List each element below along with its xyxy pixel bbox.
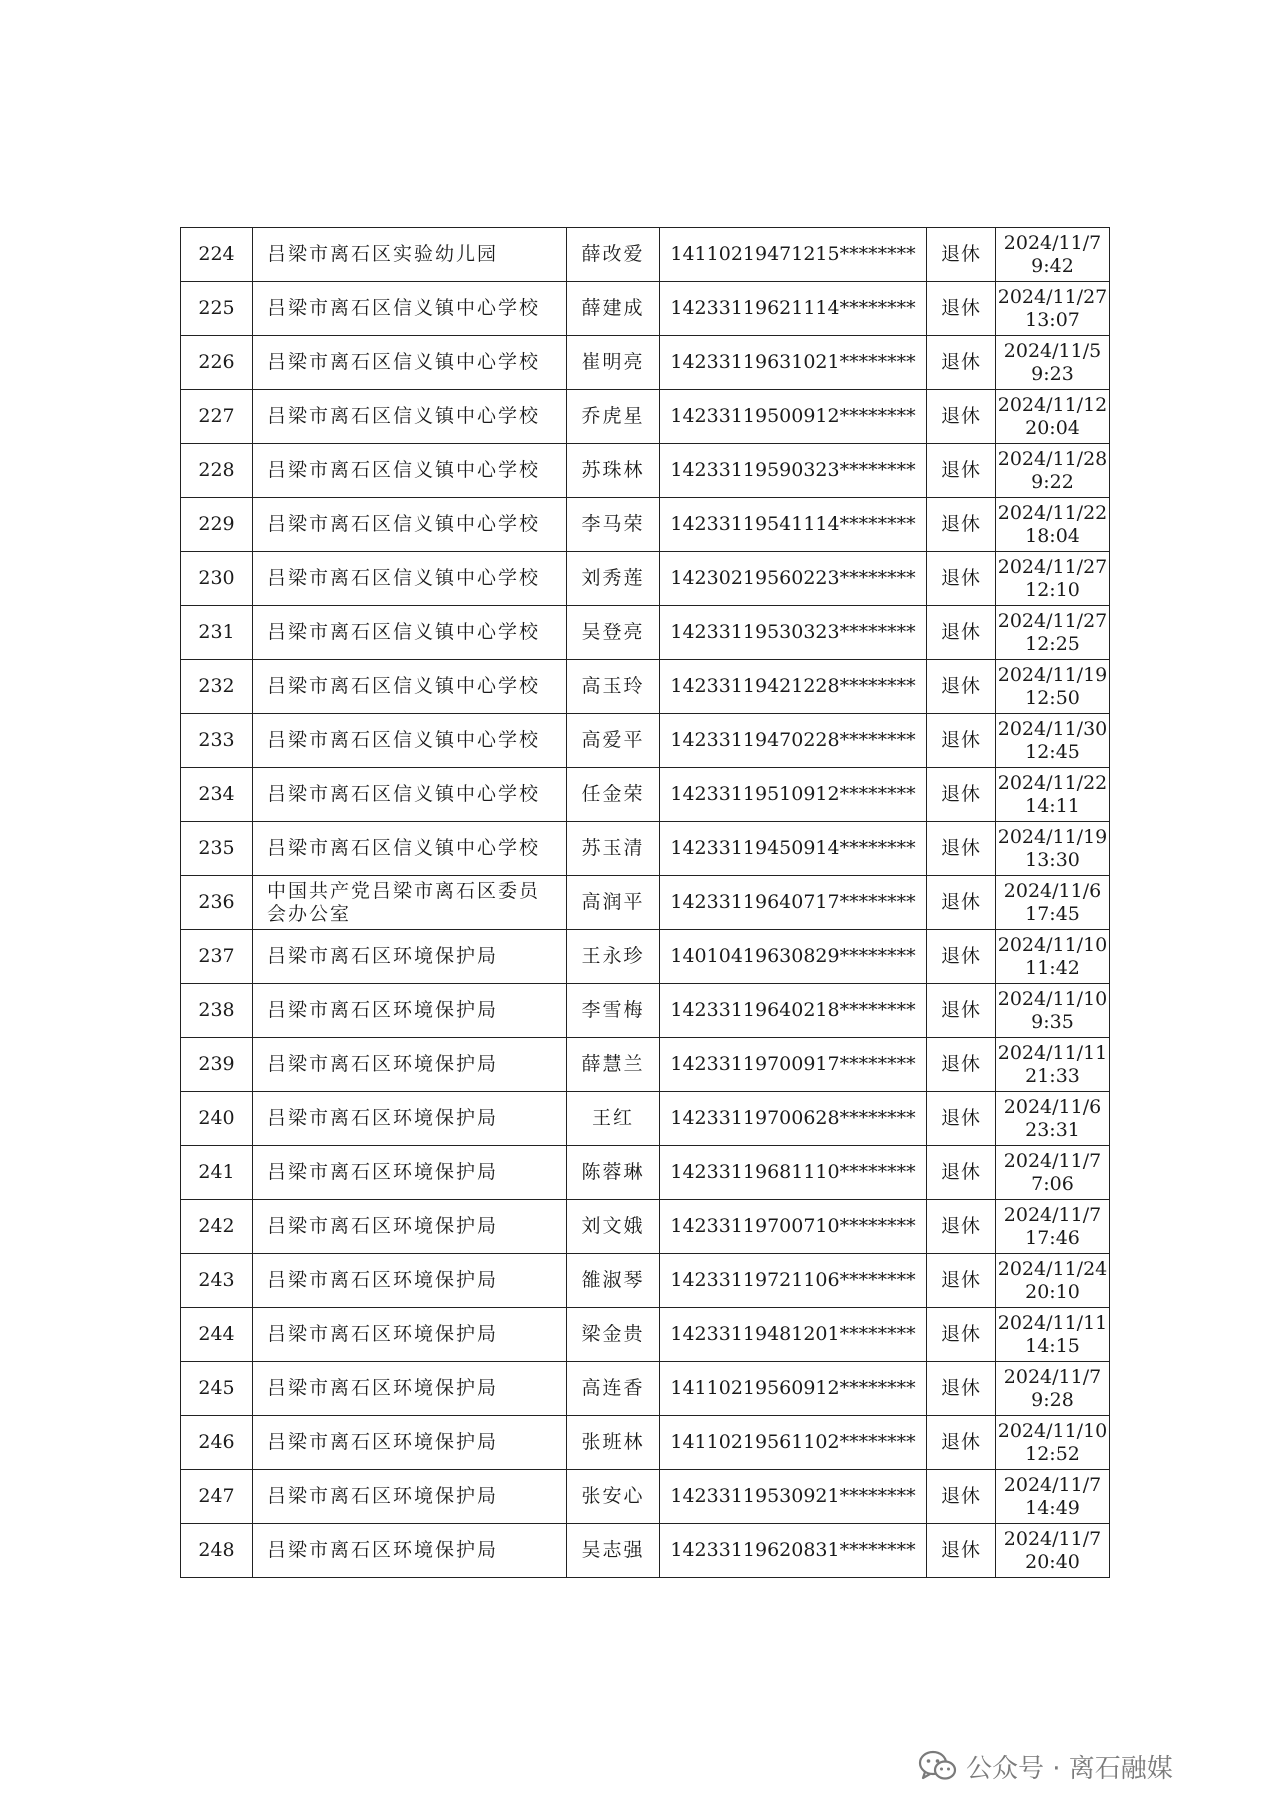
timestamp bbox=[996, 1038, 1110, 1092]
timestamp-date: 2024/11/7 bbox=[1003, 1149, 1102, 1172]
table-row bbox=[181, 1524, 1110, 1578]
row-number: 238 bbox=[181, 984, 253, 1038]
timestamp bbox=[996, 1254, 1110, 1308]
work-unit: 吕梁市离石区信义镇中心学校 bbox=[253, 768, 567, 822]
timestamp-date: 2024/11/19 bbox=[997, 663, 1108, 686]
work-unit: 吕梁市离石区实验幼儿园 bbox=[253, 228, 567, 282]
table-row bbox=[181, 876, 1110, 930]
work-unit: 吕梁市离石区环境保护局 bbox=[253, 1308, 567, 1362]
timestamp-time: 9:42 bbox=[1031, 254, 1074, 277]
work-unit: 吕梁市离石区环境保护局 bbox=[253, 984, 567, 1038]
person-name: 刘秀莲 bbox=[567, 552, 660, 606]
timestamp-date: 2024/11/7 bbox=[1003, 1365, 1102, 1388]
table-row bbox=[181, 1308, 1110, 1362]
id-number: 14233119470228******** bbox=[660, 714, 927, 768]
timestamp-time: 20:10 bbox=[1025, 1280, 1080, 1303]
table-row bbox=[181, 984, 1110, 1038]
work-unit: 吕梁市离石区信义镇中心学校 bbox=[253, 660, 567, 714]
timestamp bbox=[996, 552, 1110, 606]
timestamp-time: 13:07 bbox=[1025, 308, 1080, 331]
id-number: 14233119631021******** bbox=[660, 336, 927, 390]
work-unit: 吕梁市离石区环境保护局 bbox=[253, 1092, 567, 1146]
id-number: 14233119700917******** bbox=[660, 1038, 927, 1092]
person-name: 崔明亮 bbox=[567, 336, 660, 390]
timestamp bbox=[996, 390, 1110, 444]
timestamp-date: 2024/11/6 bbox=[1003, 879, 1102, 902]
id-number: 14233119681110******** bbox=[660, 1146, 927, 1200]
work-unit: 吕梁市离石区环境保护局 bbox=[253, 1146, 567, 1200]
timestamp-time: 13:30 bbox=[1025, 848, 1080, 871]
timestamp-time: 17:45 bbox=[1025, 902, 1080, 925]
timestamp bbox=[996, 984, 1110, 1038]
status-type: 退休 bbox=[927, 606, 996, 660]
person-name: 刘文娥 bbox=[567, 1200, 660, 1254]
id-number: 14110219471215******** bbox=[660, 228, 927, 282]
status-type: 退休 bbox=[927, 1416, 996, 1470]
timestamp bbox=[996, 444, 1110, 498]
row-number: 227 bbox=[181, 390, 253, 444]
timestamp bbox=[996, 1146, 1110, 1200]
person-name: 乔虎星 bbox=[567, 390, 660, 444]
row-number: 242 bbox=[181, 1200, 253, 1254]
timestamp-time: 11:42 bbox=[1025, 956, 1080, 979]
table-row bbox=[181, 1146, 1110, 1200]
id-number: 14233119450914******** bbox=[660, 822, 927, 876]
table-row bbox=[181, 228, 1110, 282]
row-number: 239 bbox=[181, 1038, 253, 1092]
timestamp-date: 2024/11/11 bbox=[997, 1041, 1108, 1064]
work-unit: 吕梁市离石区信义镇中心学校 bbox=[253, 498, 567, 552]
timestamp-time: 7:06 bbox=[1031, 1172, 1074, 1195]
status-type: 退休 bbox=[927, 390, 996, 444]
timestamp-date: 2024/11/24 bbox=[997, 1257, 1108, 1280]
timestamp bbox=[996, 1308, 1110, 1362]
table-row bbox=[181, 390, 1110, 444]
work-unit: 吕梁市离石区信义镇中心学校 bbox=[253, 390, 567, 444]
id-number: 14233119721106******** bbox=[660, 1254, 927, 1308]
work-unit: 中国共产党吕梁市离石区委员会办公室 bbox=[253, 876, 567, 930]
status-type: 退休 bbox=[927, 984, 996, 1038]
status-type: 退休 bbox=[927, 930, 996, 984]
work-unit: 吕梁市离石区信义镇中心学校 bbox=[253, 444, 567, 498]
status-type: 退休 bbox=[927, 1038, 996, 1092]
person-name: 薛建成 bbox=[567, 282, 660, 336]
timestamp bbox=[996, 1092, 1110, 1146]
timestamp-time: 14:11 bbox=[1025, 794, 1080, 817]
table-row bbox=[181, 1416, 1110, 1470]
status-type: 退休 bbox=[927, 768, 996, 822]
status-type: 退休 bbox=[927, 1362, 996, 1416]
row-number: 244 bbox=[181, 1308, 253, 1362]
status-type: 退休 bbox=[927, 1200, 996, 1254]
person-name: 张班林 bbox=[567, 1416, 660, 1470]
timestamp-date: 2024/11/27 bbox=[997, 609, 1108, 632]
work-unit: 吕梁市离石区信义镇中心学校 bbox=[253, 714, 567, 768]
timestamp bbox=[996, 714, 1110, 768]
row-number: 241 bbox=[181, 1146, 253, 1200]
person-name: 薛慧兰 bbox=[567, 1038, 660, 1092]
row-number: 236 bbox=[181, 876, 253, 930]
timestamp-date: 2024/11/10 bbox=[997, 987, 1108, 1010]
timestamp bbox=[996, 228, 1110, 282]
row-number: 224 bbox=[181, 228, 253, 282]
status-type: 退休 bbox=[927, 822, 996, 876]
row-number: 247 bbox=[181, 1470, 253, 1524]
table-row bbox=[181, 660, 1110, 714]
timestamp-time: 12:50 bbox=[1025, 686, 1080, 709]
table-row bbox=[181, 822, 1110, 876]
timestamp bbox=[996, 822, 1110, 876]
retiree-table bbox=[180, 227, 1110, 1578]
work-unit: 吕梁市离石区环境保护局 bbox=[253, 930, 567, 984]
row-number: 233 bbox=[181, 714, 253, 768]
table-row bbox=[181, 714, 1110, 768]
status-type: 退休 bbox=[927, 1524, 996, 1578]
person-name: 高连香 bbox=[567, 1362, 660, 1416]
person-name: 李雪梅 bbox=[567, 984, 660, 1038]
status-type: 退休 bbox=[927, 1146, 996, 1200]
id-number: 14110219561102******** bbox=[660, 1416, 927, 1470]
timestamp bbox=[996, 1200, 1110, 1254]
work-unit: 吕梁市离石区信义镇中心学校 bbox=[253, 336, 567, 390]
timestamp-date: 2024/11/19 bbox=[997, 825, 1108, 848]
timestamp-time: 20:40 bbox=[1025, 1550, 1080, 1573]
timestamp bbox=[996, 876, 1110, 930]
timestamp-date: 2024/11/7 bbox=[1003, 1203, 1102, 1226]
person-name: 苏玉清 bbox=[567, 822, 660, 876]
timestamp-date: 2024/11/27 bbox=[997, 285, 1108, 308]
table-row bbox=[181, 1038, 1110, 1092]
table-row bbox=[181, 930, 1110, 984]
person-name: 张安心 bbox=[567, 1470, 660, 1524]
timestamp bbox=[996, 1524, 1110, 1578]
status-type: 退休 bbox=[927, 1308, 996, 1362]
timestamp bbox=[996, 336, 1110, 390]
row-number: 237 bbox=[181, 930, 253, 984]
id-number: 14233119640717******** bbox=[660, 876, 927, 930]
person-name: 王永珍 bbox=[567, 930, 660, 984]
row-number: 243 bbox=[181, 1254, 253, 1308]
work-unit: 吕梁市离石区环境保护局 bbox=[253, 1254, 567, 1308]
status-type: 退休 bbox=[927, 444, 996, 498]
id-number: 14233119621114******** bbox=[660, 282, 927, 336]
status-type: 退休 bbox=[927, 336, 996, 390]
table-row bbox=[181, 606, 1110, 660]
status-type: 退休 bbox=[927, 1092, 996, 1146]
id-number: 14233119500912******** bbox=[660, 390, 927, 444]
timestamp-time: 12:25 bbox=[1025, 632, 1080, 655]
id-number: 14010419630829******** bbox=[660, 930, 927, 984]
row-number: 234 bbox=[181, 768, 253, 822]
person-name: 薛改爱 bbox=[567, 228, 660, 282]
id-number: 14233119530323******** bbox=[660, 606, 927, 660]
table-row bbox=[181, 498, 1110, 552]
timestamp-date: 2024/11/27 bbox=[997, 555, 1108, 578]
table-row bbox=[181, 552, 1110, 606]
timestamp bbox=[996, 930, 1110, 984]
timestamp-date: 2024/11/22 bbox=[997, 771, 1108, 794]
table-row bbox=[181, 1362, 1110, 1416]
row-number: 245 bbox=[181, 1362, 253, 1416]
person-name: 高润平 bbox=[567, 876, 660, 930]
timestamp-time: 9:35 bbox=[1031, 1010, 1074, 1033]
wechat-watermark bbox=[918, 1748, 1173, 1784]
work-unit: 吕梁市离石区环境保护局 bbox=[253, 1362, 567, 1416]
row-number: 240 bbox=[181, 1092, 253, 1146]
timestamp-time: 14:15 bbox=[1025, 1334, 1080, 1357]
timestamp bbox=[996, 1416, 1110, 1470]
id-number: 14233119640218******** bbox=[660, 984, 927, 1038]
timestamp-time: 18:04 bbox=[1025, 524, 1080, 547]
id-number: 14233119620831******** bbox=[660, 1524, 927, 1578]
id-number: 14110219560912******** bbox=[660, 1362, 927, 1416]
work-unit: 吕梁市离石区信义镇中心学校 bbox=[253, 606, 567, 660]
timestamp bbox=[996, 606, 1110, 660]
table-row bbox=[181, 282, 1110, 336]
person-name: 梁金贵 bbox=[567, 1308, 660, 1362]
table-row bbox=[181, 1470, 1110, 1524]
table-row bbox=[181, 1092, 1110, 1146]
table-row bbox=[181, 1254, 1110, 1308]
work-unit: 吕梁市离石区环境保护局 bbox=[253, 1524, 567, 1578]
id-number: 14230219560223******** bbox=[660, 552, 927, 606]
person-name: 吴登亮 bbox=[567, 606, 660, 660]
work-unit: 吕梁市离石区信义镇中心学校 bbox=[253, 822, 567, 876]
timestamp bbox=[996, 768, 1110, 822]
timestamp bbox=[996, 282, 1110, 336]
work-unit: 吕梁市离石区环境保护局 bbox=[253, 1038, 567, 1092]
timestamp-date: 2024/11/10 bbox=[997, 1419, 1108, 1442]
row-number: 230 bbox=[181, 552, 253, 606]
watermark-text: 公众号 · 离石融媒 bbox=[966, 1753, 1173, 1784]
id-number: 14233119590323******** bbox=[660, 444, 927, 498]
table-row bbox=[181, 336, 1110, 390]
status-type: 退休 bbox=[927, 552, 996, 606]
row-number: 228 bbox=[181, 444, 253, 498]
person-name: 李马荣 bbox=[567, 498, 660, 552]
status-type: 退休 bbox=[927, 1254, 996, 1308]
timestamp-time: 23:31 bbox=[1025, 1118, 1080, 1141]
timestamp-date: 2024/11/6 bbox=[1003, 1095, 1102, 1118]
timestamp-date: 2024/11/7 bbox=[1003, 1527, 1102, 1550]
work-unit: 吕梁市离石区环境保护局 bbox=[253, 1470, 567, 1524]
timestamp-time: 9:22 bbox=[1031, 470, 1074, 493]
timestamp bbox=[996, 1362, 1110, 1416]
table-row bbox=[181, 444, 1110, 498]
timestamp-date: 2024/11/12 bbox=[997, 393, 1108, 416]
person-name: 王红 bbox=[567, 1092, 660, 1146]
timestamp bbox=[996, 498, 1110, 552]
person-name: 高玉玲 bbox=[567, 660, 660, 714]
row-number: 225 bbox=[181, 282, 253, 336]
id-number: 14233119421228******** bbox=[660, 660, 927, 714]
person-name: 任金荣 bbox=[567, 768, 660, 822]
work-unit: 吕梁市离石区信义镇中心学校 bbox=[253, 552, 567, 606]
timestamp-time: 21:33 bbox=[1025, 1064, 1080, 1087]
timestamp-time: 17:46 bbox=[1025, 1226, 1080, 1249]
timestamp-date: 2024/11/28 bbox=[997, 447, 1108, 470]
person-name: 苏珠林 bbox=[567, 444, 660, 498]
status-type: 退休 bbox=[927, 498, 996, 552]
work-unit: 吕梁市离石区环境保护局 bbox=[253, 1416, 567, 1470]
status-type: 退休 bbox=[927, 282, 996, 336]
work-unit: 吕梁市离石区环境保护局 bbox=[253, 1200, 567, 1254]
table-row bbox=[181, 768, 1110, 822]
timestamp-time: 12:10 bbox=[1025, 578, 1080, 601]
row-number: 235 bbox=[181, 822, 253, 876]
timestamp-date: 2024/11/7 bbox=[1003, 231, 1102, 254]
timestamp bbox=[996, 1470, 1110, 1524]
row-number: 232 bbox=[181, 660, 253, 714]
wechat-icon bbox=[918, 1750, 958, 1782]
timestamp bbox=[996, 660, 1110, 714]
table-body bbox=[181, 228, 1110, 1578]
row-number: 248 bbox=[181, 1524, 253, 1578]
timestamp-date: 2024/11/11 bbox=[997, 1311, 1108, 1334]
status-type: 退休 bbox=[927, 228, 996, 282]
status-type: 退休 bbox=[927, 876, 996, 930]
id-number: 14233119541114******** bbox=[660, 498, 927, 552]
timestamp-time: 12:45 bbox=[1025, 740, 1080, 763]
timestamp-date: 2024/11/30 bbox=[997, 717, 1108, 740]
row-number: 246 bbox=[181, 1416, 253, 1470]
timestamp-time: 9:23 bbox=[1031, 362, 1074, 385]
timestamp-date: 2024/11/5 bbox=[1003, 339, 1102, 362]
status-type: 退休 bbox=[927, 714, 996, 768]
timestamp-time: 12:52 bbox=[1025, 1442, 1080, 1465]
row-number: 226 bbox=[181, 336, 253, 390]
person-name: 高爱平 bbox=[567, 714, 660, 768]
person-name: 陈蓉琳 bbox=[567, 1146, 660, 1200]
timestamp-time: 14:49 bbox=[1025, 1496, 1080, 1519]
id-number: 14233119700628******** bbox=[660, 1092, 927, 1146]
timestamp-date: 2024/11/7 bbox=[1003, 1473, 1102, 1496]
id-number: 14233119700710******** bbox=[660, 1200, 927, 1254]
status-type: 退休 bbox=[927, 660, 996, 714]
timestamp-time: 20:04 bbox=[1025, 416, 1080, 439]
timestamp-time: 9:28 bbox=[1031, 1388, 1074, 1411]
person-name: 雒淑琴 bbox=[567, 1254, 660, 1308]
status-type: 退休 bbox=[927, 1470, 996, 1524]
person-name: 吴志强 bbox=[567, 1524, 660, 1578]
row-number: 231 bbox=[181, 606, 253, 660]
timestamp-date: 2024/11/22 bbox=[997, 501, 1108, 524]
work-unit: 吕梁市离石区信义镇中心学校 bbox=[253, 282, 567, 336]
row-number: 229 bbox=[181, 498, 253, 552]
id-number: 14233119510912******** bbox=[660, 768, 927, 822]
id-number: 14233119530921******** bbox=[660, 1470, 927, 1524]
id-number: 14233119481201******** bbox=[660, 1308, 927, 1362]
timestamp-date: 2024/11/10 bbox=[997, 933, 1108, 956]
table-row bbox=[181, 1200, 1110, 1254]
